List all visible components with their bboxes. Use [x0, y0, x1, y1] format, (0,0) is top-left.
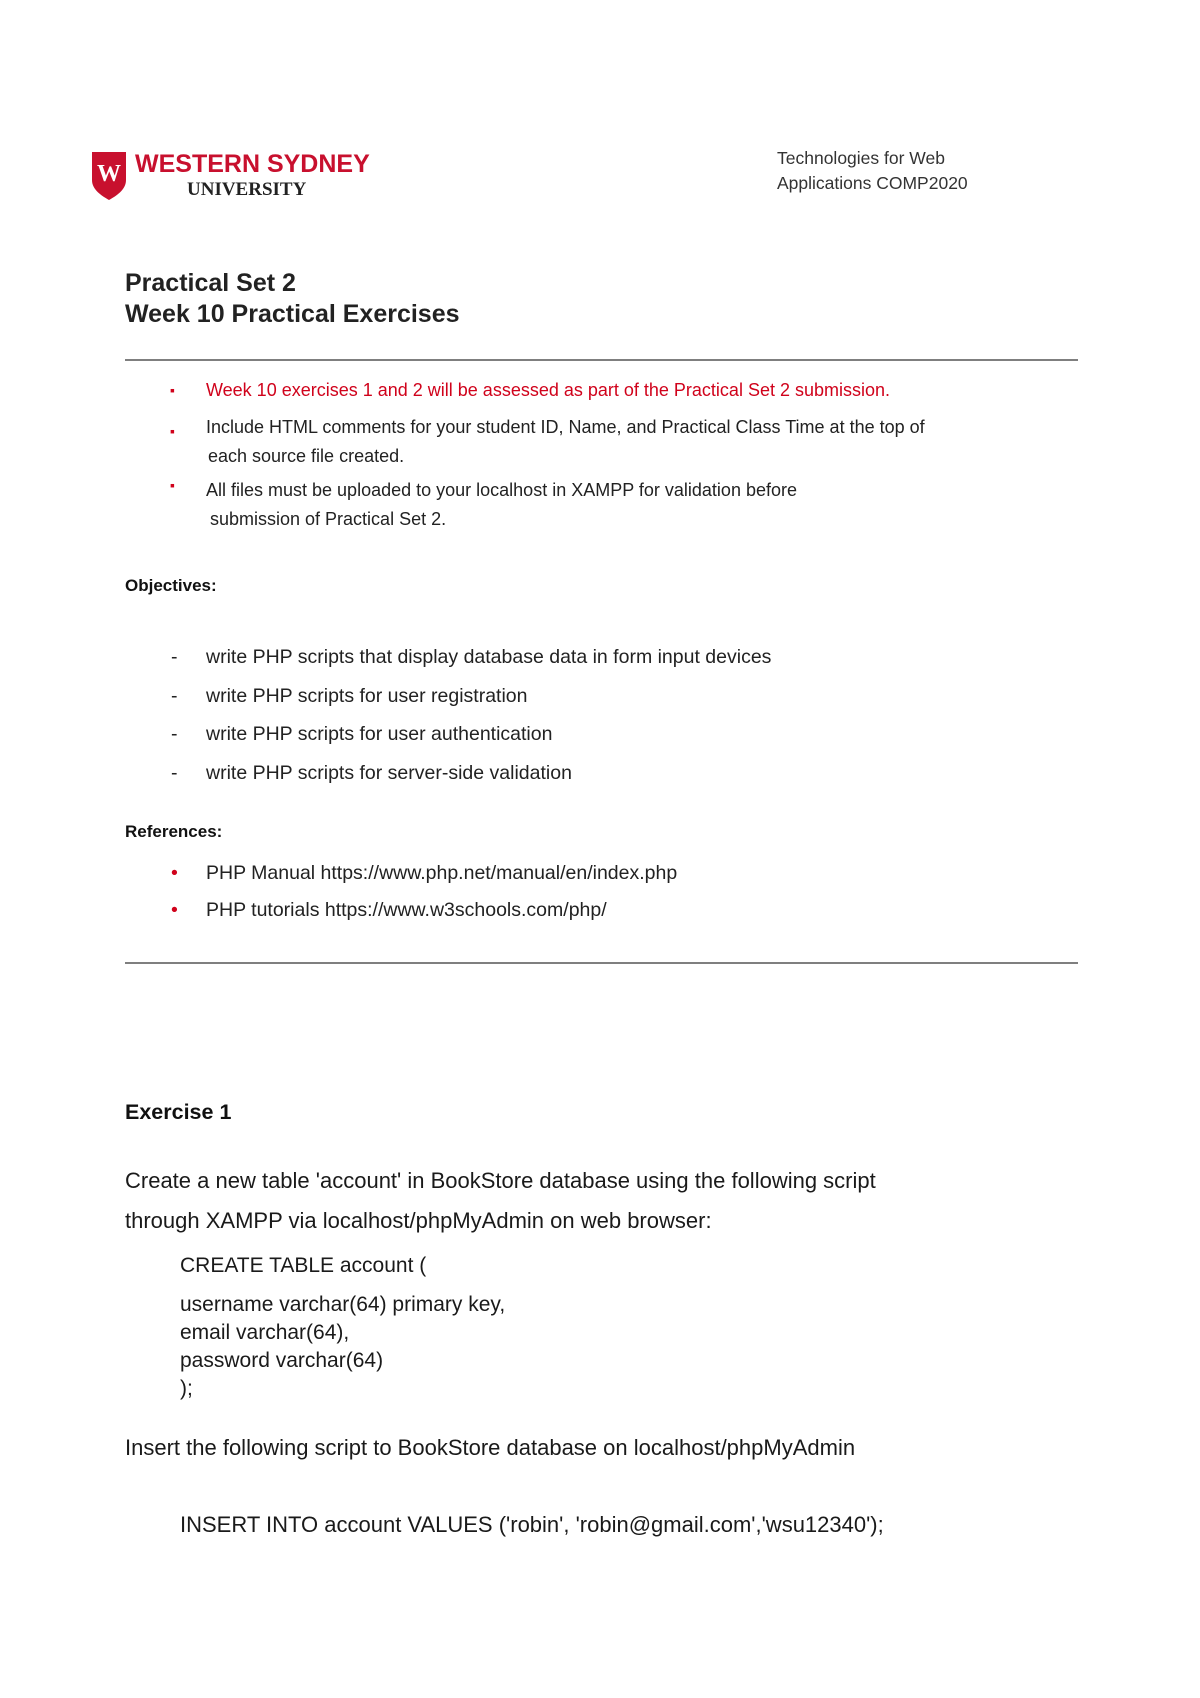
objectives-heading: Objectives:: [125, 576, 217, 595]
list-item: - write PHP scripts for server-side validation: [171, 761, 572, 784]
list-item: - write PHP scripts for user authentication: [171, 723, 553, 745]
insert-script: INSERT INTO account VALUES ('robin', 'robin@gmail.com','wsu12340');: [180, 1512, 884, 1537]
title-line2: Week 10 Practical Exercises: [125, 300, 460, 328]
list-item: - write PHP scripts for user registration: [171, 684, 528, 707]
note-text: All files must be uploaded to your localhost in XAMPP for validation before: [206, 480, 797, 500]
note-text: Include HTML comments for your student ID, Name, and Practical Class Time at the top of: [206, 417, 925, 437]
bullet-icon: •: [171, 862, 178, 884]
note-item: [125, 477, 1065, 536]
note-item: [125, 414, 1065, 473]
shield-letter: W: [97, 161, 121, 187]
divider-bottom: [125, 962, 1078, 964]
objectives-list: [125, 643, 771, 797]
list-item: • PHP tutorials https://www.w3schools.com/php/: [125, 896, 677, 933]
notes-list: [125, 377, 1065, 536]
note-text: Week 10 exercises 1 and 2 will be assessed as part of the Practical Set 2 submission.: [206, 380, 891, 400]
page-title: [125, 268, 460, 330]
course-line2: Applications COMP2020: [777, 173, 968, 193]
note-text: submission of Practical Set 2.: [210, 509, 447, 529]
references-list: [125, 859, 677, 932]
bullet-icon: ▪: [170, 382, 175, 398]
note-item: [125, 377, 1065, 414]
insert-intro: Insert the following script to BookStore database on localhost/phpMyAdmin: [125, 1435, 856, 1460]
course-info: [777, 146, 968, 196]
title-line1: Practical Set 2: [125, 269, 296, 297]
university-logo: [90, 150, 390, 202]
logo-line2: UNIVERSITY: [187, 179, 307, 200]
logo-line1: WESTERN SYDNEY: [135, 150, 370, 178]
create-table-script: CREATE TABLE account ( username varchar(64) primary key, email varchar(64), password varchar(64) );: [180, 1254, 506, 1400]
references-heading: References:: [125, 822, 223, 841]
exercise-intro: Create a new table 'account' in BookStore database using the following script through XAMPP via localhost/phpMyAdmin on web browser:: [125, 1168, 876, 1233]
list-item: • PHP Manual https://www.php.net/manual/en/index.php: [125, 859, 677, 896]
note-text: each source file created.: [208, 446, 405, 466]
bullet-icon: •: [171, 898, 178, 921]
course-line1: Technologies for Web: [777, 148, 945, 168]
list-item: - write PHP scripts that display database data in form input devices: [171, 646, 772, 668]
bullet-icon: ▪: [170, 423, 175, 439]
bullet-icon: ▪: [170, 477, 175, 493]
divider-top: [125, 359, 1078, 361]
exercise-title: Exercise 1: [125, 1100, 232, 1124]
